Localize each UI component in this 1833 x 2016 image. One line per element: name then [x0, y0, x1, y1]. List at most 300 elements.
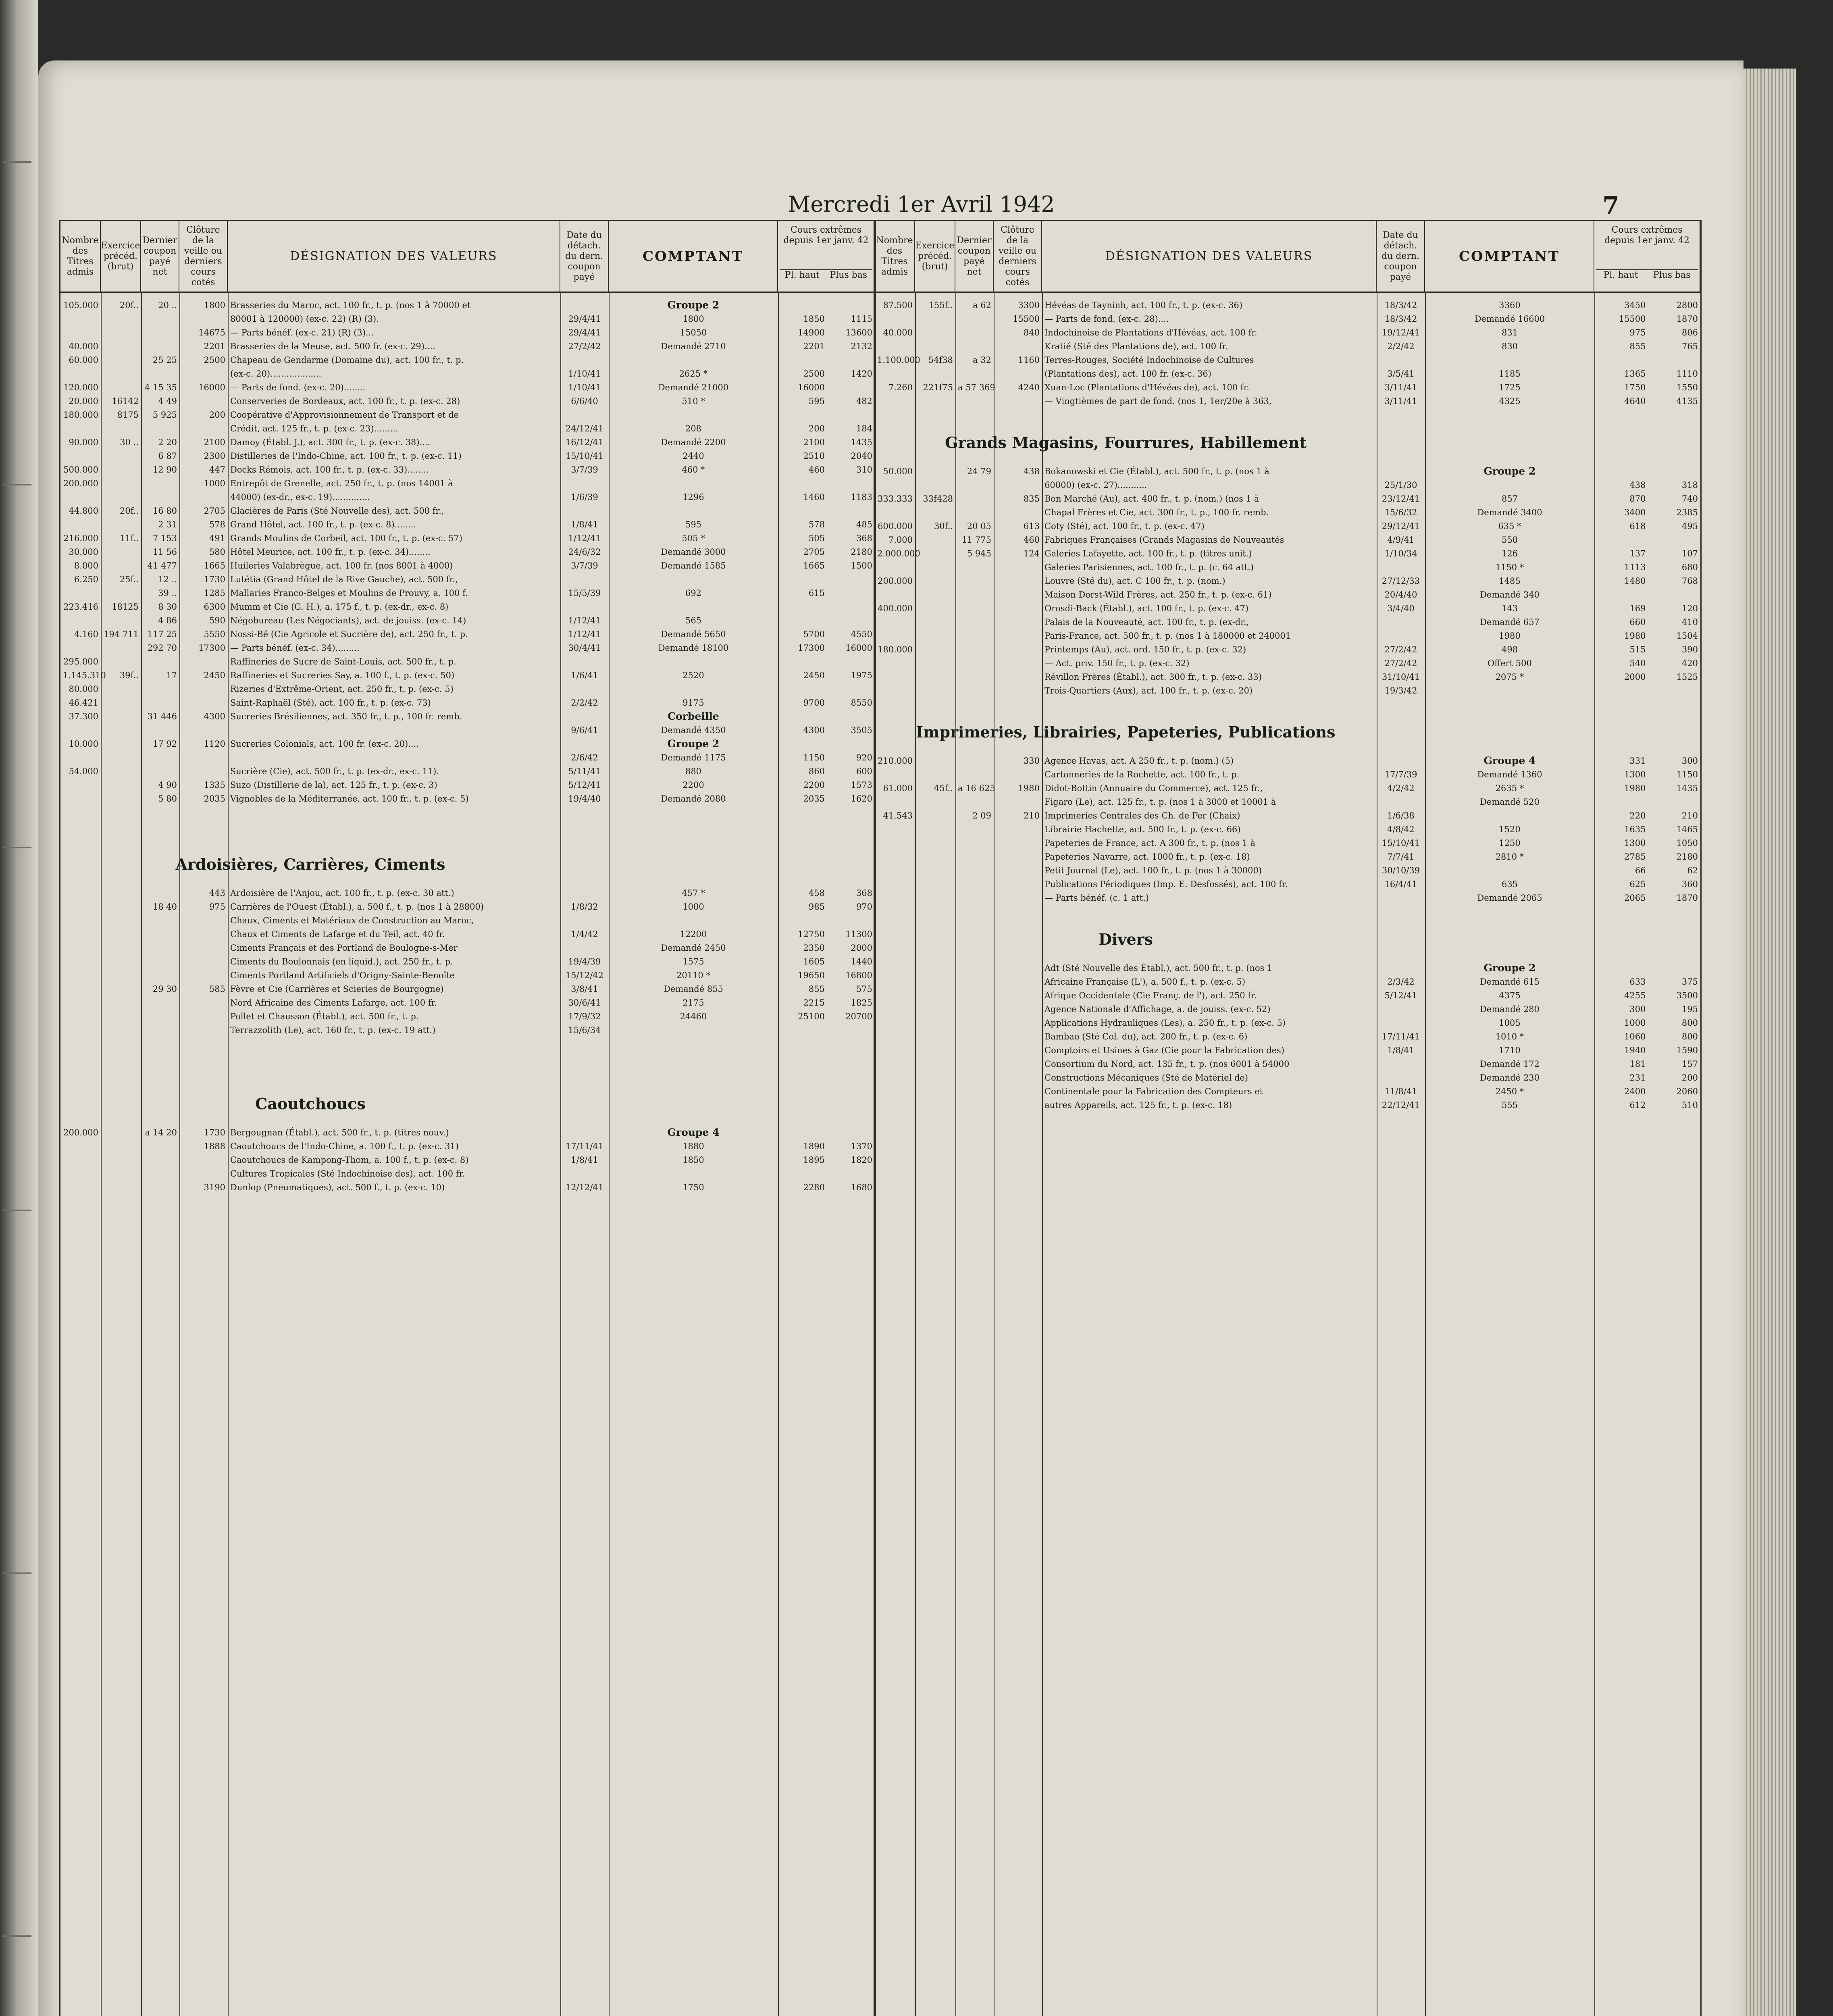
cell-pl-haut: 1113	[1624, 562, 1646, 572]
cell-nombre: 44.800	[69, 506, 98, 516]
table-row	[875, 755, 1700, 766]
cell-comptant: 12200	[680, 929, 707, 939]
cell-cloture: 840	[1023, 328, 1040, 337]
cell-exercice: 20f..	[119, 300, 139, 310]
cell-comptant: Groupe 2	[1483, 962, 1536, 974]
cell-date_detach: 1/12/41	[568, 533, 601, 543]
cell-plus-bas: 1183	[851, 492, 872, 502]
cell-plus-bas: 1500	[851, 561, 872, 571]
cell-comptant: Groupe 2	[667, 299, 720, 311]
cell-comptant: Demandé 2450	[661, 943, 726, 953]
cell-comptant: Demandé 18100	[658, 643, 729, 653]
cell-designation: Ardoisière de l'Anjou, act. 100 fr., t. p. (ex-c. 30 att.)	[230, 888, 454, 898]
cell-designation: Grands Moulins de Corbeil, act. 100 fr., t. p. (ex-c. 57)	[230, 533, 462, 543]
cell-plus-bas: 1525	[1676, 672, 1698, 682]
cell-nombre: 41.543	[883, 811, 913, 821]
cell-cloture: 210	[1023, 811, 1040, 821]
cell-pl-haut: 331	[1629, 756, 1646, 766]
cell-cloture: 3190	[204, 1183, 225, 1192]
cell-plus-bas: 2800	[1676, 300, 1698, 310]
cell-plus-bas: 1870	[1676, 893, 1698, 903]
left-table	[59, 220, 876, 2016]
cell-cloture: 4300	[204, 712, 225, 721]
cell-date_detach: 25/1/30	[1384, 480, 1417, 490]
cell-comptant: 9175	[682, 698, 704, 708]
table-row	[60, 423, 875, 434]
cell-designation: Consortium du Nord, act. 135 fr., t. p. (nos 6001 à 54000	[1044, 1059, 1290, 1069]
cell-designation: Distilleries de l'Indo-Chine, act. 100 fr., t. p. (ex-c. 11)	[230, 451, 462, 461]
cell-designation: Négobureau (Les Négociants), act. de jouiss. (ex-c. 14)	[230, 616, 466, 625]
column-header-plus-bas: Plus bas	[830, 270, 868, 280]
cell-date_detach: 1/4/42	[571, 929, 598, 939]
cell-comptant: Groupe 4	[667, 1127, 720, 1138]
cell-plus-bas: 1420	[851, 369, 872, 379]
cell-date_detach: 24/12/41	[565, 424, 604, 433]
cell-nombre: 120.000	[63, 383, 98, 392]
table-row	[875, 562, 1700, 573]
cell-comptant: Demandé 2080	[661, 794, 726, 804]
table-row	[875, 865, 1700, 876]
cell-date_detach: 3/4/40	[1387, 604, 1415, 613]
cell-dernier: 11 775	[961, 535, 991, 545]
cell-exercice: 11f..	[119, 533, 139, 543]
cell-designation: Maison Dorst-Wild Frères, act. 250 fr., t. p. (ex-c. 61)	[1044, 590, 1272, 600]
cell-pl-haut: 1605	[803, 957, 825, 966]
cell-dernier: 20 ..	[158, 300, 177, 310]
table-row	[60, 519, 875, 530]
table-row	[875, 644, 1700, 655]
cell-pl-haut: 1665	[803, 561, 825, 571]
cell-plus-bas: 390	[1681, 645, 1698, 654]
cell-comptant: Groupe 4	[1483, 755, 1536, 766]
page-number: 7	[1602, 192, 1619, 220]
cell-cloture: 1120	[204, 739, 225, 749]
cell-pl-haut: 1000	[1624, 1018, 1646, 1028]
cell-pl-haut: 460	[808, 465, 825, 475]
cell-designation: Fèvre et Cie (Carrières et Scieries de Bourgogne)	[230, 984, 444, 994]
cell-comptant: 1185	[1499, 369, 1521, 379]
cell-plus-bas: 2180	[851, 547, 872, 557]
cell-date_detach: 1/12/41	[568, 629, 601, 639]
cell-designation: Africaine Française (L'), a. 500 f., t. p. (ex-c. 5)	[1044, 977, 1246, 987]
cell-plus-bas: 300	[1681, 756, 1698, 766]
cell-designation: Chapal Frères et Cie, act. 300 fr., t. p., 100 fr. remb.	[1044, 508, 1269, 517]
cell-pl-haut: 2350	[803, 943, 825, 953]
cell-pl-haut: 855	[808, 984, 825, 994]
cell-plus-bas: 1820	[851, 1155, 872, 1165]
table-row	[875, 851, 1700, 862]
cell-pl-haut: 870	[1629, 494, 1646, 504]
cell-nombre: 1.145.310	[63, 671, 106, 680]
cell-nombre: 60.000	[69, 355, 98, 365]
cell-nombre: 223.416	[63, 602, 98, 612]
cell-date_detach: 15/6/34	[568, 1025, 601, 1035]
cell-comptant: 1296	[682, 492, 704, 502]
section-heading: Ardoisières, Carrières, Ciments	[175, 855, 445, 873]
cell-cloture: 590	[209, 616, 225, 625]
cell-comptant: Demandé 4350	[661, 725, 726, 735]
table-row	[875, 479, 1700, 491]
table-row	[875, 769, 1700, 780]
cell-plus-bas: 16000	[845, 643, 872, 653]
cell-designation: Indochinoise de Plantations d'Hévéas, act. 100 fr.	[1044, 328, 1257, 337]
cell-cloture: 975	[209, 902, 225, 912]
cell-cloture: 5550	[204, 629, 225, 639]
cell-plus-bas: 920	[856, 753, 872, 762]
cell-pl-haut: 540	[1629, 658, 1646, 668]
table-row	[60, 587, 875, 599]
cell-pl-haut: 2035	[803, 794, 825, 804]
cell-plus-bas: 2385	[1676, 508, 1698, 517]
cell-designation: Ciments Français et des Portland de Boulogne-s-Mer	[230, 943, 458, 953]
cell-pl-haut: 1365	[1624, 369, 1646, 379]
cell-date_detach: 3/8/41	[571, 984, 598, 994]
cell-pl-haut: 137	[1629, 549, 1646, 558]
cell-cloture: 124	[1023, 549, 1040, 558]
cell-comptant: 1850	[682, 1155, 704, 1165]
cell-plus-bas: 740	[1681, 494, 1698, 504]
cell-designation: Kratié (Sté des Plantations de), act. 100 fr.	[1044, 342, 1228, 351]
cell-date_detach: 18/3/42	[1384, 314, 1417, 324]
cell-exercice: 155f..	[928, 300, 953, 310]
cell-comptant: 1980	[1499, 631, 1521, 641]
cell-pl-haut: 5700	[803, 629, 825, 639]
cell-date_detach: 5/12/41	[568, 780, 601, 790]
cell-designation: Pollet et Chausson (Établ.), act. 500 fr., t. p.	[230, 1012, 419, 1021]
cell-designation: Comptoirs et Usines à Gaz (Cie pour la Fabrication des)	[1044, 1045, 1285, 1055]
table-row	[875, 837, 1700, 849]
cell-comptant: 15050	[680, 328, 707, 337]
cell-dernier: 41 477	[147, 561, 177, 571]
cell-dernier: a 14 20	[145, 1128, 177, 1137]
cell-plus-bas: 410	[1681, 617, 1698, 627]
cell-plus-bas: 1440	[851, 957, 872, 966]
table-row	[60, 1127, 875, 1138]
section-heading: Grands Magasins, Fourrures, Habillement	[945, 433, 1307, 452]
cell-plus-bas: 1590	[1676, 1045, 1698, 1055]
table-row	[875, 824, 1700, 835]
column-header-plus-bas: Plus bas	[1653, 270, 1691, 280]
cell-pl-haut: 1460	[803, 492, 825, 502]
cell-comptant: 457 *	[682, 888, 705, 898]
cell-cloture: 1980	[1018, 783, 1040, 793]
cell-date_detach: 1/8/41	[1387, 1045, 1415, 1055]
cell-designation: Xuan-Loc (Plantations d'Hévéas de), act. 100 fr.	[1044, 383, 1250, 392]
cell-nombre: 295.000	[63, 657, 98, 666]
cell-comptant: 4375	[1499, 991, 1521, 1000]
cell-comptant: 510 *	[682, 396, 705, 406]
cell-cloture: 2100	[204, 437, 225, 447]
column-header-comptant: COMPTANT	[609, 221, 778, 292]
cell-plus-bas: 1825	[851, 998, 872, 1008]
cell-pl-haut: 2705	[803, 547, 825, 557]
cell-pl-haut: 19650	[798, 971, 825, 980]
cell-pl-haut: 25100	[798, 1012, 825, 1021]
cell-comptant: 4325	[1499, 396, 1521, 406]
cell-plus-bas: 16800	[845, 971, 872, 980]
cell-plus-bas: 485	[856, 520, 872, 529]
column-header-cours_extremes	[1594, 221, 1700, 292]
cell-exercice: 194 711	[104, 629, 139, 639]
table-row	[60, 492, 875, 503]
cell-comptant: Demandé 1585	[661, 561, 726, 571]
cell-comptant: 2175	[682, 998, 704, 1008]
cell-comptant: Demandé 1175	[661, 753, 726, 762]
table-row	[60, 505, 875, 516]
cell-date_detach: 12/12/41	[565, 1183, 604, 1192]
cell-nombre: 54.000	[69, 766, 98, 776]
cell-nombre: 61.000	[883, 783, 913, 793]
cell-pl-haut: 4300	[803, 725, 825, 735]
cell-date_detach: 1/8/41	[571, 1155, 598, 1165]
cell-plus-bas: 1435	[851, 437, 872, 447]
cell-cloture: 16000	[198, 383, 225, 392]
cell-designation: Papeteries de France, act. A 300 fr., t. p. (nos 1 à	[1044, 838, 1255, 848]
cell-cloture: 835	[1023, 494, 1040, 504]
cell-plus-bas: 1504	[1676, 631, 1698, 641]
cell-designation: Hôtel Meurice, act. 100 fr., t. p. (ex-c. 34)........	[230, 547, 431, 557]
cell-date_detach: 3/7/39	[571, 465, 598, 475]
cell-date_detach: 27/12/33	[1382, 576, 1420, 586]
cell-date_detach: 15/12/42	[565, 971, 604, 980]
cell-comptant: 126	[1501, 549, 1518, 558]
cell-exercice: 45f..	[934, 783, 953, 793]
cell-pl-haut: 855	[1629, 342, 1646, 351]
cell-nombre: 20.000	[69, 396, 98, 406]
cell-designation: Bergougnan (Établ.), act. 500 fr., t. p. (titres nouv.)	[230, 1128, 449, 1137]
cell-date_detach: 17/11/41	[1382, 1032, 1420, 1041]
cell-dernier: 11 56	[152, 547, 177, 557]
table-body	[60, 296, 875, 2016]
table-row	[60, 656, 875, 667]
cell-plus-bas: 765	[1681, 342, 1698, 351]
cell-dernier: 7 153	[152, 533, 177, 543]
cell-comptant: Demandé 280	[1480, 1004, 1540, 1014]
table-row	[875, 630, 1700, 641]
cell-plus-bas: 310	[856, 465, 872, 475]
cell-pl-haut: 2100	[803, 437, 825, 447]
cell-dernier: a 62	[973, 300, 991, 310]
cell-comptant: 2440	[682, 451, 704, 461]
table-row	[60, 752, 875, 763]
cell-plus-bas: 4550	[851, 629, 872, 639]
cell-dernier: a 16 625	[958, 783, 995, 793]
cell-cloture: 438	[1023, 467, 1040, 476]
right-table	[874, 220, 1702, 2016]
column-header-comptant: COMPTANT	[1425, 221, 1594, 292]
cell-plus-bas: 3505	[851, 725, 872, 735]
cell-exercice: 18125	[112, 602, 139, 612]
cell-designation: Orosdi-Back (Établ.), act. 100 fr., t. p. (ex-c. 47)	[1044, 604, 1249, 613]
cell-comptant: 1005	[1499, 1018, 1521, 1028]
cell-date_detach: 1/10/41	[568, 383, 601, 392]
cell-date_detach: 2/6/42	[571, 753, 598, 762]
cell-date_detach: 17/9/32	[568, 1012, 601, 1021]
cell-dernier: a 32	[973, 355, 991, 365]
cell-designation: 80001 à 120000) (ex-c. 22) (R) (3).	[230, 314, 379, 324]
page-stack-edge	[1744, 69, 1796, 2016]
cell-pl-haut: 2065	[1624, 893, 1646, 903]
table-row	[60, 300, 875, 311]
table-row	[60, 327, 875, 338]
cell-pl-haut: 17300	[798, 643, 825, 653]
table-row	[60, 382, 875, 393]
cell-dernier: 2 31	[158, 520, 177, 529]
column-header-date_detach: Date du détach. du dern. coupon payé	[560, 221, 609, 292]
table-row	[875, 493, 1700, 504]
cell-nombre: 37.300	[69, 712, 98, 721]
column-header-pl-haut: Pl. haut	[1603, 270, 1638, 280]
cell-comptant: 505 *	[682, 533, 705, 543]
cell-exercice: 33f428	[923, 494, 953, 504]
cell-exercice: 30 ..	[120, 437, 139, 447]
cell-date_detach: 2/2/42	[1387, 342, 1415, 351]
cell-designation: Terrazzolith (Le), act. 160 fr., t. p. (ex-c. 19 att.)	[230, 1025, 436, 1035]
cell-comptant: 1575	[682, 957, 704, 966]
cell-nombre: 50.000	[883, 467, 913, 476]
cell-date_detach: 27/2/42	[1384, 658, 1417, 668]
cell-designation: Vignobles de la Méditerranée, act. 100 fr., t. p. (ex-c. 5)	[230, 794, 469, 804]
table-row	[60, 396, 875, 407]
cell-plus-bas: 420	[1681, 658, 1698, 668]
cell-nombre: 200.000	[63, 1128, 98, 1137]
cell-plus-bas: 184	[856, 424, 872, 433]
cell-date_detach: 1/10/41	[568, 369, 601, 379]
table-row	[875, 1045, 1700, 1056]
cell-pl-haut: 3400	[1624, 508, 1646, 517]
cell-designation: Damoy (Établ. J.), act. 300 fr., t. p. (ex-c. 38)....	[230, 437, 431, 447]
cell-comptant: 1520	[1499, 825, 1521, 834]
cell-cloture: 2500	[204, 355, 225, 365]
table-row	[60, 368, 875, 379]
cell-comptant: 1880	[682, 1141, 704, 1151]
cell-dernier: 16 80	[152, 506, 177, 516]
cell-comptant: 635 *	[1498, 521, 1521, 531]
table-row	[60, 670, 875, 681]
cell-cloture: 17300	[198, 643, 225, 653]
cell-cloture: 1000	[204, 479, 225, 488]
cell-nombre: 90.000	[69, 437, 98, 447]
cell-pl-haut: 2200	[803, 780, 825, 790]
cell-designation: Galeries Lafayette, act. 100 fr., t. p. (titres unit.)	[1044, 549, 1252, 558]
table-row	[875, 341, 1700, 352]
cell-date_detach: 1/6/39	[571, 492, 598, 502]
table-row	[60, 901, 875, 912]
cell-comptant: 2450 *	[1495, 1087, 1524, 1096]
cell-pl-haut: 2000	[1624, 672, 1646, 682]
cell-nombre: 7.000	[888, 535, 913, 545]
cell-date_detach: 4/8/42	[1387, 825, 1415, 834]
cell-date_detach: 4/9/41	[1387, 535, 1415, 545]
cell-designation: Figaro (Le), act. 125 fr., t. p. (nos 1 à 3000 et 10001 à	[1044, 797, 1276, 807]
cell-nombre: 8.000	[74, 561, 98, 571]
cell-cloture: 3300	[1018, 300, 1040, 310]
cell-plus-bas: 1150	[1676, 770, 1698, 779]
table-row	[875, 575, 1700, 587]
table-row	[875, 396, 1700, 407]
table-row	[60, 1168, 875, 1179]
cell-designation: — Vingtièmes de part de fond. (nos 1, 1er/20e à 363,	[1044, 396, 1272, 406]
cell-date_detach: 1/8/32	[571, 902, 598, 912]
cell-date_detach: 1/6/38	[1387, 811, 1415, 821]
cell-comptant: 635	[1501, 879, 1518, 889]
table-row	[60, 341, 875, 352]
cell-date_detach: 2/3/42	[1387, 977, 1415, 987]
cell-designation: Brasseries de la Meuse, act. 500 fr. (ex-c. 29)....	[230, 342, 435, 351]
cell-nombre: 40.000	[69, 342, 98, 351]
table-row	[60, 942, 875, 954]
cell-exercice: 221f75	[923, 383, 953, 392]
table-row	[875, 368, 1700, 379]
cell-cloture: 1730	[204, 575, 225, 584]
cell-dernier: 5 925	[152, 410, 177, 420]
cell-pl-haut: 1940	[1624, 1045, 1646, 1055]
cell-dernier: 117 25	[147, 629, 177, 639]
table-row	[60, 601, 875, 612]
cell-comptant: 1710	[1499, 1045, 1521, 1055]
cell-designation: Grand Hôtel, act. 100 fr., t. p. (ex-c. 8)........	[230, 520, 416, 529]
cell-designation: — Parts de fond. (ex-c. 20)........	[230, 383, 366, 392]
table-row	[875, 603, 1700, 614]
cell-nombre: 500.000	[63, 465, 98, 475]
cell-designation: Continentale pour la Fabrication des Compteurs et	[1044, 1087, 1263, 1096]
table-row	[60, 997, 875, 1008]
cell-comptant: 3360	[1499, 300, 1521, 310]
cell-plus-bas: 1050	[1676, 838, 1698, 848]
cell-pl-haut: 2400	[1624, 1087, 1646, 1096]
cell-pl-haut: 1150	[803, 753, 825, 762]
cell-comptant: 2200	[682, 780, 704, 790]
cell-plus-bas: 107	[1681, 549, 1698, 558]
table-row	[875, 1017, 1700, 1029]
cell-nombre: 2.000.000	[877, 549, 920, 558]
table-row	[875, 962, 1700, 974]
cell-cloture: 15500	[1013, 314, 1040, 324]
cell-designation: Révillon Frères (Établ.), act. 300 fr., t. p. (ex-c. 33)	[1044, 672, 1262, 682]
cell-pl-haut: 1980	[1624, 631, 1646, 641]
table-row	[60, 533, 875, 544]
column-header-exercice: Exercice précéd. (brut)	[915, 221, 955, 292]
header-date: Mercredi 1er Avril 1942	[788, 192, 1055, 217]
cell-dernier: 5 945	[967, 549, 991, 558]
table-row	[60, 409, 875, 421]
cell-plus-bas: 375	[1681, 977, 1698, 987]
cell-designation: Raffineries et Sucreries Say, a. 100 f., t. p. (ex-c. 50)	[230, 671, 455, 680]
cell-date_detach: 15/10/41	[1382, 838, 1420, 848]
cell-nombre: 200.000	[63, 479, 98, 488]
cell-comptant: Demandé 657	[1480, 617, 1540, 627]
cell-pl-haut: 1750	[1624, 383, 1646, 392]
cell-exercice: 39f..	[119, 671, 139, 680]
cell-comptant: 565	[685, 616, 702, 625]
cell-dernier: 4 90	[158, 780, 177, 790]
table-row	[875, 976, 1700, 987]
cell-designation: Chaux, Ciments et Matériaux de Construction au Maroc,	[230, 916, 474, 925]
cell-designation: Sucreries Brésiliennes, act. 350 fr., t. p., 100 fr. remb.	[230, 712, 462, 721]
cell-comptant: Demandé 21000	[658, 383, 729, 392]
cell-pl-haut: 633	[1629, 977, 1646, 987]
cell-comptant: 830	[1501, 342, 1518, 351]
table-row	[875, 892, 1700, 904]
table-row	[875, 521, 1700, 532]
cell-designation: Lutétia (Grand Hôtel de la Rive Gauche), act. 500 fr.,	[230, 575, 458, 584]
cell-plus-bas: 3500	[1676, 991, 1698, 1000]
cell-pl-haut: 14900	[798, 328, 825, 337]
cell-pl-haut: 181	[1629, 1059, 1646, 1069]
cell-cloture: 1888	[204, 1141, 225, 1151]
cell-designation: Ciments Portland Artificiels d'Origny-Sainte-Benoîte	[230, 971, 455, 980]
cell-date_detach: 31/10/41	[1382, 672, 1420, 682]
